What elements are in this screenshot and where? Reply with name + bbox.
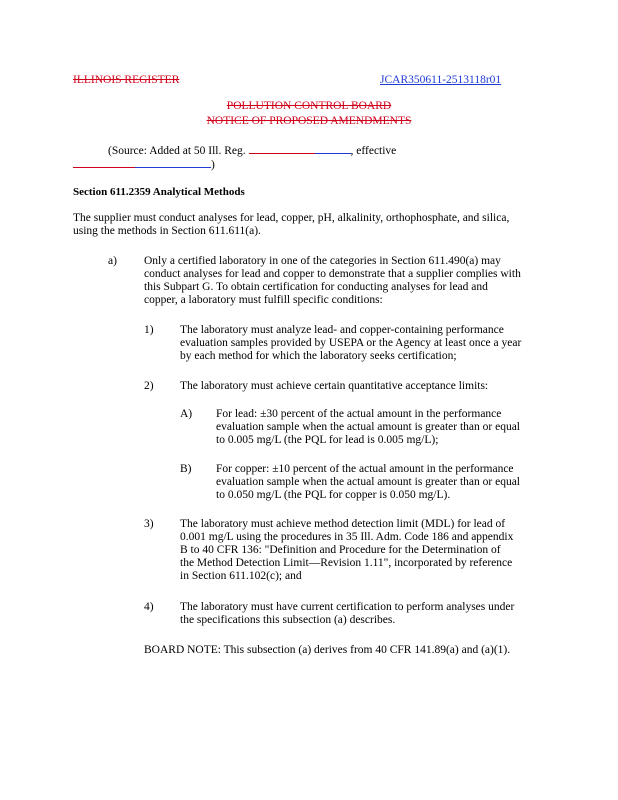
item-3-label: 3): [144, 518, 154, 530]
board-note: BOARD NOTE: This subsection (a) derives from 40 CFR 141.89(a) and (a)(1).: [144, 644, 511, 656]
item-line: The laboratory must achieve certain quantitative acceptance limits:: [180, 380, 489, 392]
intro-line: The supplier must conduct analyses for lead, copper, pH, alkalinity, orthophosphate, and silica,: [73, 212, 510, 224]
item-1-label: 1): [144, 324, 154, 336]
effective-date-blank-2: [135, 157, 211, 168]
register-name: ILLINOIS REGISTER: [73, 74, 180, 86]
jcar-code: JCAR350611-2513118r01: [380, 74, 502, 86]
source-prefix: (Source: Added at 50 Ill. Reg.: [108, 145, 246, 157]
subitem-line: For copper: ±10 percent of the actual amount in the performance: [216, 463, 514, 475]
notice-title: NOTICE OF PROPOSED AMENDMENTS: [206, 115, 412, 127]
item-line: The laboratory must analyze lead- and copper-containing performance: [180, 324, 504, 336]
item-1-text: [180, 324, 521, 363]
item-line: the Method Detection Limit—Revision 1.11", incorporated by reference: [180, 557, 513, 569]
item-2-label: 2): [144, 380, 154, 392]
para-a-text: [144, 255, 521, 307]
item-line: evaluation samples provided by USEPA or the Agency at least once a year: [180, 337, 522, 349]
subitem-line: For lead: ±30 percent of the actual amount in the performance: [216, 408, 502, 420]
item-line: 0.001 mg/L using the procedures in 35 Ill. Adm. Code 186 and appendix: [180, 531, 514, 543]
item-line: by each method for which the laboratory seeks certification;: [180, 350, 457, 362]
subitem-a-label: A): [180, 408, 193, 420]
subitem-b-text: [216, 463, 520, 502]
subitem-a-text: [216, 408, 520, 447]
item-line: The laboratory must achieve method detection limit (MDL) for lead of: [180, 518, 506, 530]
effective-date-blank: [73, 157, 135, 168]
section-intro: [73, 212, 509, 238]
section-heading: Section 611.2359 Analytical Methods: [73, 186, 245, 198]
item-2-text: [180, 380, 488, 393]
intro-line: using the methods in Section 611.611(a).: [73, 225, 261, 237]
source-volume-blank: [249, 143, 315, 154]
subitem-line: evaluation sample when the actual amount is greater than or equal: [216, 476, 520, 488]
subitem-line: to 0.005 mg/L (the PQL for lead is 0.005 mg/L);: [216, 434, 439, 446]
source-line: [108, 143, 396, 158]
subitem-line: evaluation sample when the actual amount is greater than or equal: [216, 421, 520, 433]
para-a-line: copper, a laboratory must fulfill specific conditions:: [144, 294, 383, 306]
source-effective: , effective: [350, 145, 397, 157]
item-4-text: [180, 601, 514, 627]
item-line: the specifications this subsection (a) describes.: [180, 614, 396, 626]
para-a-line: conduct analyses for lead and copper to demonstrate that a supplier complies with: [144, 268, 521, 280]
para-a-line: this Subpart G. To obtain certification for conducting analyses for lead and: [144, 281, 488, 293]
source-close: ): [211, 159, 215, 171]
subitem-b-label: B): [180, 463, 192, 475]
subitem-line: to 0.050 mg/L (the PQL for copper is 0.050 mg/L).: [216, 489, 451, 501]
para-a-label: a): [108, 255, 117, 267]
item-line: The laboratory must have current certification to perform analyses under: [180, 601, 515, 613]
item-4-label: 4): [144, 601, 154, 613]
para-a-line: Only a certified laboratory in one of the categories in Section 611.490(a) may: [144, 255, 501, 267]
item-line: in Section 611.102(c); and: [180, 570, 302, 582]
source-line-2: [73, 157, 215, 172]
item-line: B to 40 CFR 136: "Definition and Procedure for the Determination of: [180, 544, 501, 556]
item-3-text: [180, 518, 513, 583]
agency-title: POLLUTION CONTROL BOARD: [226, 100, 392, 112]
source-page-blank: [315, 143, 351, 154]
